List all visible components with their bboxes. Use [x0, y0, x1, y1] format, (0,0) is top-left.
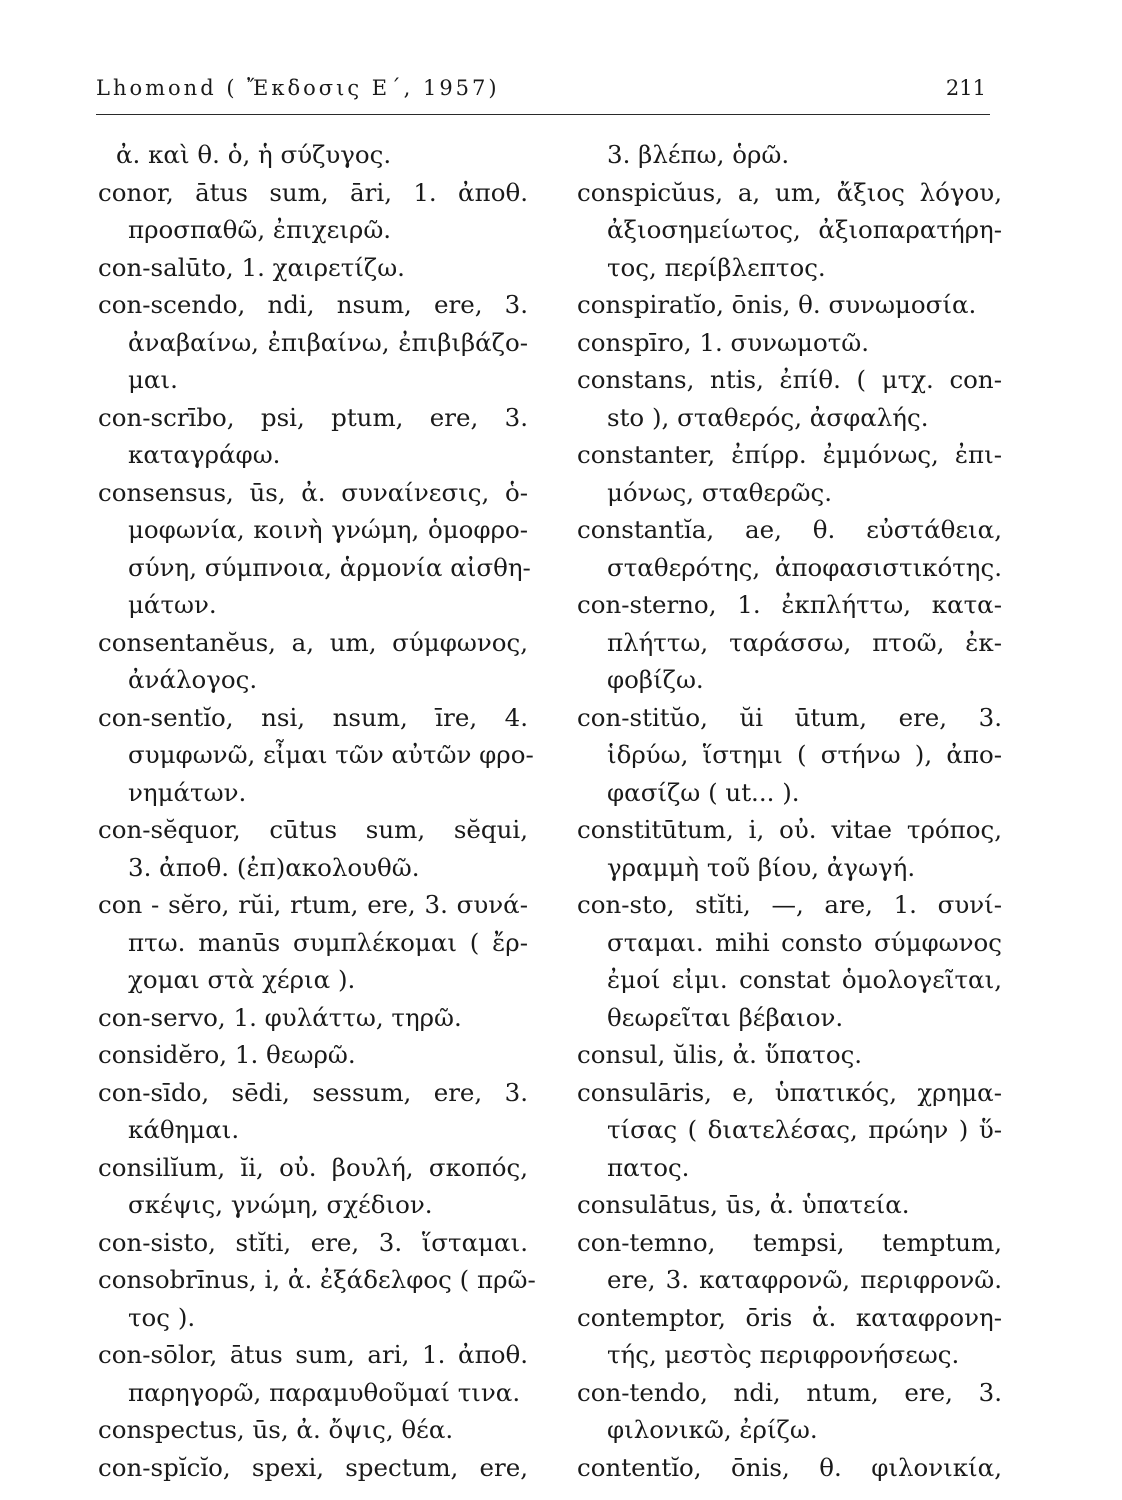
dictionary-entry-line: con-spĭcĭo, spexi, spectum, ere, [98, 1452, 528, 1482]
dictionary-entry-line: conspiratĭo, ōnis, θ. συνωμοσία. [577, 290, 977, 319]
dictionary-entry-line: contentĭo, ōnis, θ. φιλονικία, [577, 1452, 1002, 1482]
dictionary-continuation-line: τος ). [128, 1302, 196, 1332]
dictionary-entry-line: consulātus, ūs, ἀ. ὑπατεία. [577, 1190, 910, 1219]
dictionary-entry-line: con-sterno, 1. ἐκπλήττω, κατα- [577, 590, 1002, 619]
dictionary-entry-line: con-sīdo, sēdi, sessum, ere, 3. [98, 1077, 528, 1107]
dictionary-continuation-line: πλήττω, ταράσσω, πτοῶ, ἐκ- [607, 627, 1002, 657]
dictionary-entry-line: con-tendo, ndi, ntum, ere, 3. [577, 1377, 1002, 1407]
dictionary-continuation-line: χομαι στὰ χέρια ). [128, 965, 356, 994]
dictionary-continuation-line: μάτων. [128, 590, 217, 619]
dictionary-entry-line: contemptor, ōris ἀ. καταφρονη- [577, 1302, 1002, 1332]
dictionary-entry-line: con-temno, tempsi, temptum, [577, 1227, 1002, 1257]
dictionary-entry-line: con - sĕro, rŭi, rtum, ere, 3. συνά- [98, 890, 528, 919]
dictionary-continuation-line: ἐμοί εἰμι. constat ὁμολογεῖται, [607, 965, 1002, 994]
dictionary-continuation-line: συμφωνῶ, εἶμαι τῶν αὐτῶν φρο- [128, 740, 534, 769]
dictionary-entry-line: conspicŭus, a, um, ἄξιος λόγου, [577, 177, 1002, 207]
dictionary-entry-line: con-sōlor, ātus sum, ari, 1. ἀποθ. [98, 1340, 528, 1369]
dictionary-entry-line: con-sisto, stĭti, ere, 3. ἵσταμαι. [98, 1227, 528, 1257]
dictionary-continuation-line: 3. βλέπω, ὁρῶ. [607, 140, 790, 169]
dictionary-entry-line: con-scendo, ndi, nsum, ere, 3. [98, 290, 528, 319]
dictionary-continuation-line: φοβίζω. [607, 665, 704, 694]
dictionary-continuation-line: γραμμὴ τοῦ βίου, ἀγωγή. [607, 852, 916, 882]
dictionary-entry-line: constans, ntis, ἐπίθ. ( μτχ. con- [577, 365, 1002, 394]
running-head: Lhomond ( Ἔκδοσις Ε΄, 1957) [96, 76, 500, 100]
dictionary-entry-line: con-sto, stĭti, —, are, 1. συνί- [577, 890, 1002, 919]
dictionary-continuation-line: τής, μεστὸς περιφρονήσεως. [607, 1340, 960, 1369]
dictionary-entry-line: con-servo, 1. φυλάττω, τηρῶ. [98, 1002, 462, 1032]
left-column [98, 136, 536, 1486]
dictionary-continuation-line: καταγράφω. [128, 440, 281, 469]
dictionary-continuation-line: ἀναβαίνω, ἐπιβαίνω, ἐπιβιβάζο- [128, 327, 528, 357]
page-number: 211 [945, 76, 986, 100]
dictionary-continuation-line: ere, 3. καταφρονῶ, περιφρονῶ. [607, 1265, 1002, 1294]
dictionary-continuation-line: σταμαι. mihi consto σύμφωνος [607, 927, 1002, 957]
dictionary-continuation-line: ἀξιοσημείωτος, ἀξιοπαρατήρη- [607, 215, 1002, 244]
dictionary-continuation-line: κάθημαι. [128, 1115, 240, 1144]
dictionary-entry-line: conspectus, ūs, ἀ. ὄψις, θέα. [98, 1415, 454, 1444]
dictionary-entry-line: constantĭa, ae, θ. εὐστάθεια, [577, 515, 1002, 544]
dictionary-continuation-line: πτω. manūs συμπλέκομαι ( ἔρ- [128, 927, 528, 957]
dictionary-entry-line: consobrīnus, i, ἀ. ἐξάδελφος ( πρῶ- [98, 1265, 536, 1294]
right-column [577, 136, 1002, 1486]
dictionary-entry-line: con-scrībo, psi, ptum, ere, 3. [98, 402, 528, 432]
dictionary-entry-line: constitūtum, i, οὐ. vitae τρόπος, [577, 815, 1002, 844]
dictionary-entry-line: con-sentĭo, nsi, nsum, īre, 4. [98, 702, 528, 732]
dictionary-continuation-line: σύνη, σύμπνοια, ἁρμονία αἰσθη- [128, 552, 531, 582]
dictionary-entry-line: con-salūto, 1. χαιρετίζω. [98, 252, 405, 282]
dictionary-entry-line: consensus, ūs, ἀ. συναίνεσις, ὁ- [98, 477, 528, 507]
dictionary-entry-line: consentanĕus, a, um, σύμφωνος, [98, 627, 528, 657]
dictionary-entry-line: con-sĕquor, cūtus sum, sĕqui, [98, 815, 528, 844]
dictionary-continuation-line: ἀνάλογος. [128, 665, 258, 694]
dictionary-entry-line: consilĭum, ĭi, οὐ. βουλή, σκοπός, [98, 1152, 528, 1182]
dictionary-continuation-line: σκέψις, γνώμη, σχέδιον. [128, 1190, 433, 1219]
dictionary-continuation-line: σταθερότης, ἀποφασιστικότης. [607, 552, 1002, 582]
page-header [96, 74, 990, 115]
dictionary-entry-line: con-stitŭo, ŭi ūtum, ere, 3. [577, 702, 1002, 732]
dictionary-entry-line: consulāris, e, ὑπατικός, χρημα- [577, 1077, 1002, 1107]
dictionary-continuation-line: φασίζω ( ut... ). [607, 777, 800, 807]
dictionary-continuation-line: προσπαθῶ, ἐπιχειρῶ. [128, 215, 392, 244]
dictionary-entry-line: consul, ŭlis, ἀ. ὕπατος. [577, 1040, 863, 1069]
dictionary-continuation-line: θεωρεῖται βέβαιον. [607, 1002, 844, 1032]
dictionary-continuation-line: ἀ. καὶ θ. ὁ, ἡ σύζυγος. [116, 140, 392, 169]
dictionary-continuation-line: μαι. [128, 365, 178, 394]
dictionary-continuation-line: τος, περίβλεπτος. [607, 252, 826, 282]
dictionary-continuation-line: 3. ἀποθ. (ἐπ)ακολουθῶ. [128, 852, 420, 882]
dictionary-continuation-line: παρηγορῶ, παραμυθοῦμαί τινα. [128, 1377, 521, 1407]
dictionary-continuation-line: sto ), σταθερός, ἀσφαλής. [607, 402, 929, 432]
dictionary-entry-line: conor, ātus sum, āri, 1. ἀποθ. [98, 177, 528, 207]
dictionary-continuation-line: τίσας ( διατελέσας, πρώην ) ὕ- [607, 1115, 1002, 1144]
dictionary-entry-line: considĕro, 1. θεωρῶ. [98, 1040, 356, 1069]
dictionary-continuation-line: μόνως, σταθερῶς. [607, 477, 832, 507]
dictionary-continuation-line: πατος. [607, 1152, 690, 1182]
dictionary-continuation-line: ἱδρύω, ἵστημι ( στήνω ), ἀπο- [607, 740, 1002, 769]
dictionary-continuation-line: φιλονικῶ, ἐρίζω. [607, 1415, 818, 1444]
dictionary-continuation-line: μοφωνία, κοινὴ γνώμη, ὁμοφρο- [128, 515, 528, 544]
dictionary-entry-line: conspīro, 1. συνωμοτῶ. [577, 327, 870, 357]
dictionary-entry-line: constanter, ἐπίρρ. ἐμμόνως, ἐπι- [577, 440, 1002, 469]
dictionary-continuation-line: νημάτων. [128, 777, 247, 807]
